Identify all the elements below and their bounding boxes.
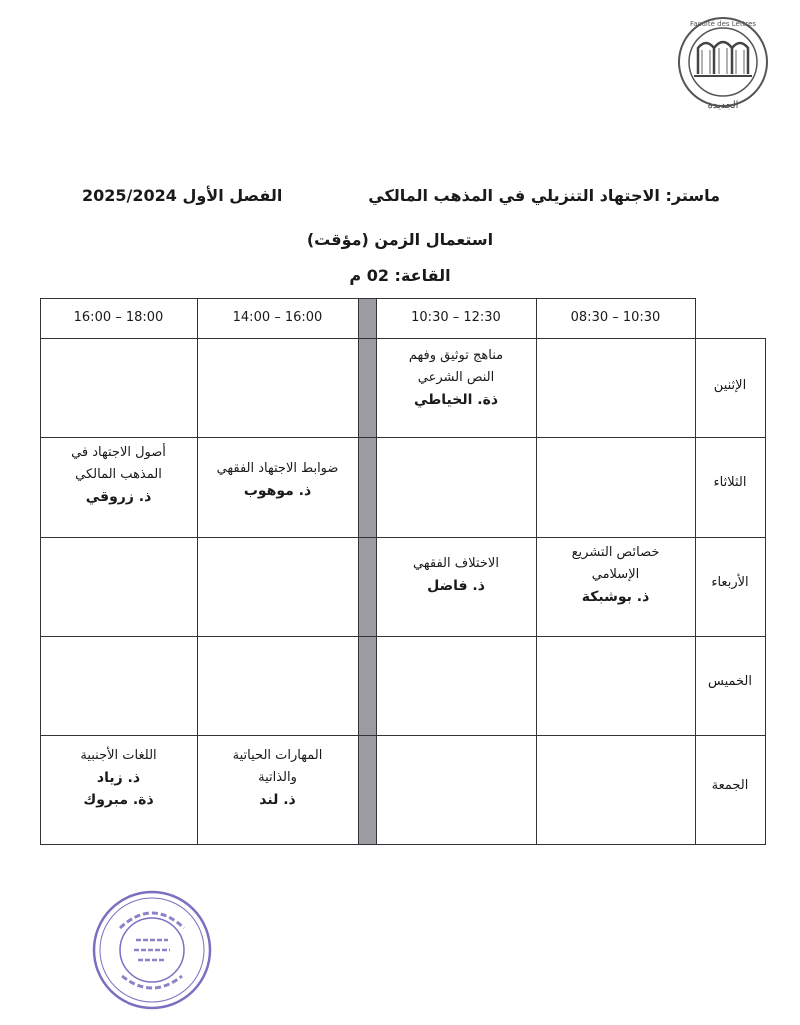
teacher-name-2: ذة. مبروك (83, 792, 154, 808)
cell-monday-slot2 (376, 345, 536, 411)
time-slot-3: 14:00 – 16:00 (232, 310, 323, 325)
master-title: ماستر: الاجتهاد التنزيلي في المذهب المالكي (368, 186, 720, 205)
room-label: القاعة: 02 م (349, 266, 451, 285)
course-name-line1: مناهج توثيق وفهم (408, 348, 504, 363)
course-name-line2: والذاتية (258, 770, 297, 785)
course-name-line2: النص الشرعي (417, 370, 495, 385)
course-name-line1: المهارات الحياتية (232, 748, 323, 763)
cell-tuesday-slot3 (197, 458, 358, 502)
course-name-line1: ضوابط الاجتهاد الفقهي (216, 461, 339, 476)
teacher-name: ذ. موهوب (243, 483, 312, 499)
cell-friday-slot3 (197, 745, 358, 811)
course-name-line2: الإسلامي (591, 567, 640, 582)
logo-caption: الجديدة (707, 100, 739, 111)
course-name-line1: اللغات الأجنبية (80, 748, 157, 763)
day-thursday: الخميس (708, 674, 752, 689)
cell-wednesday-slot1 (536, 542, 695, 608)
day-wednesday: الأربعاء (711, 575, 749, 590)
schedule-title: استعمال الزمن (مؤقت) (306, 230, 494, 249)
svg-text:Faculté des Lettres: Faculté des Lettres (689, 20, 757, 28)
time-slot-2: 10:30 – 12:30 (411, 310, 501, 325)
teacher-name: ذ. زروقي (85, 489, 152, 505)
day-monday: الإثنين (713, 378, 747, 393)
course-name-line2: المذهب المالكي (75, 467, 162, 482)
course-name-line1: أصول الاجتهاد في (71, 445, 166, 460)
cell-wednesday-slot2 (376, 553, 536, 597)
teacher-name: ذ. زياد (96, 770, 141, 786)
semester-label: الفصل الأول 2025/2024 (82, 186, 283, 205)
day-friday: الجمعة (711, 778, 749, 793)
cell-friday-slot4 (40, 745, 197, 811)
teacher-name: ذ. فاضل (427, 578, 485, 594)
teacher-name: ذ. لند (259, 792, 296, 808)
time-slot-1: 08:30 – 10:30 (570, 310, 661, 325)
university-stamp (90, 888, 214, 1012)
course-name-line1: خصائص التشريع (571, 545, 660, 560)
time-slot-4: 16:00 – 18:00 (73, 310, 164, 325)
teacher-name: ذ. بوشبكة (581, 589, 650, 605)
cell-tuesday-slot4 (40, 442, 197, 508)
course-name-line1: الاختلاف الفقهي (413, 556, 499, 571)
teacher-name: ذة. الخياطي (413, 392, 499, 408)
day-tuesday: الثلاثاء (713, 475, 747, 490)
